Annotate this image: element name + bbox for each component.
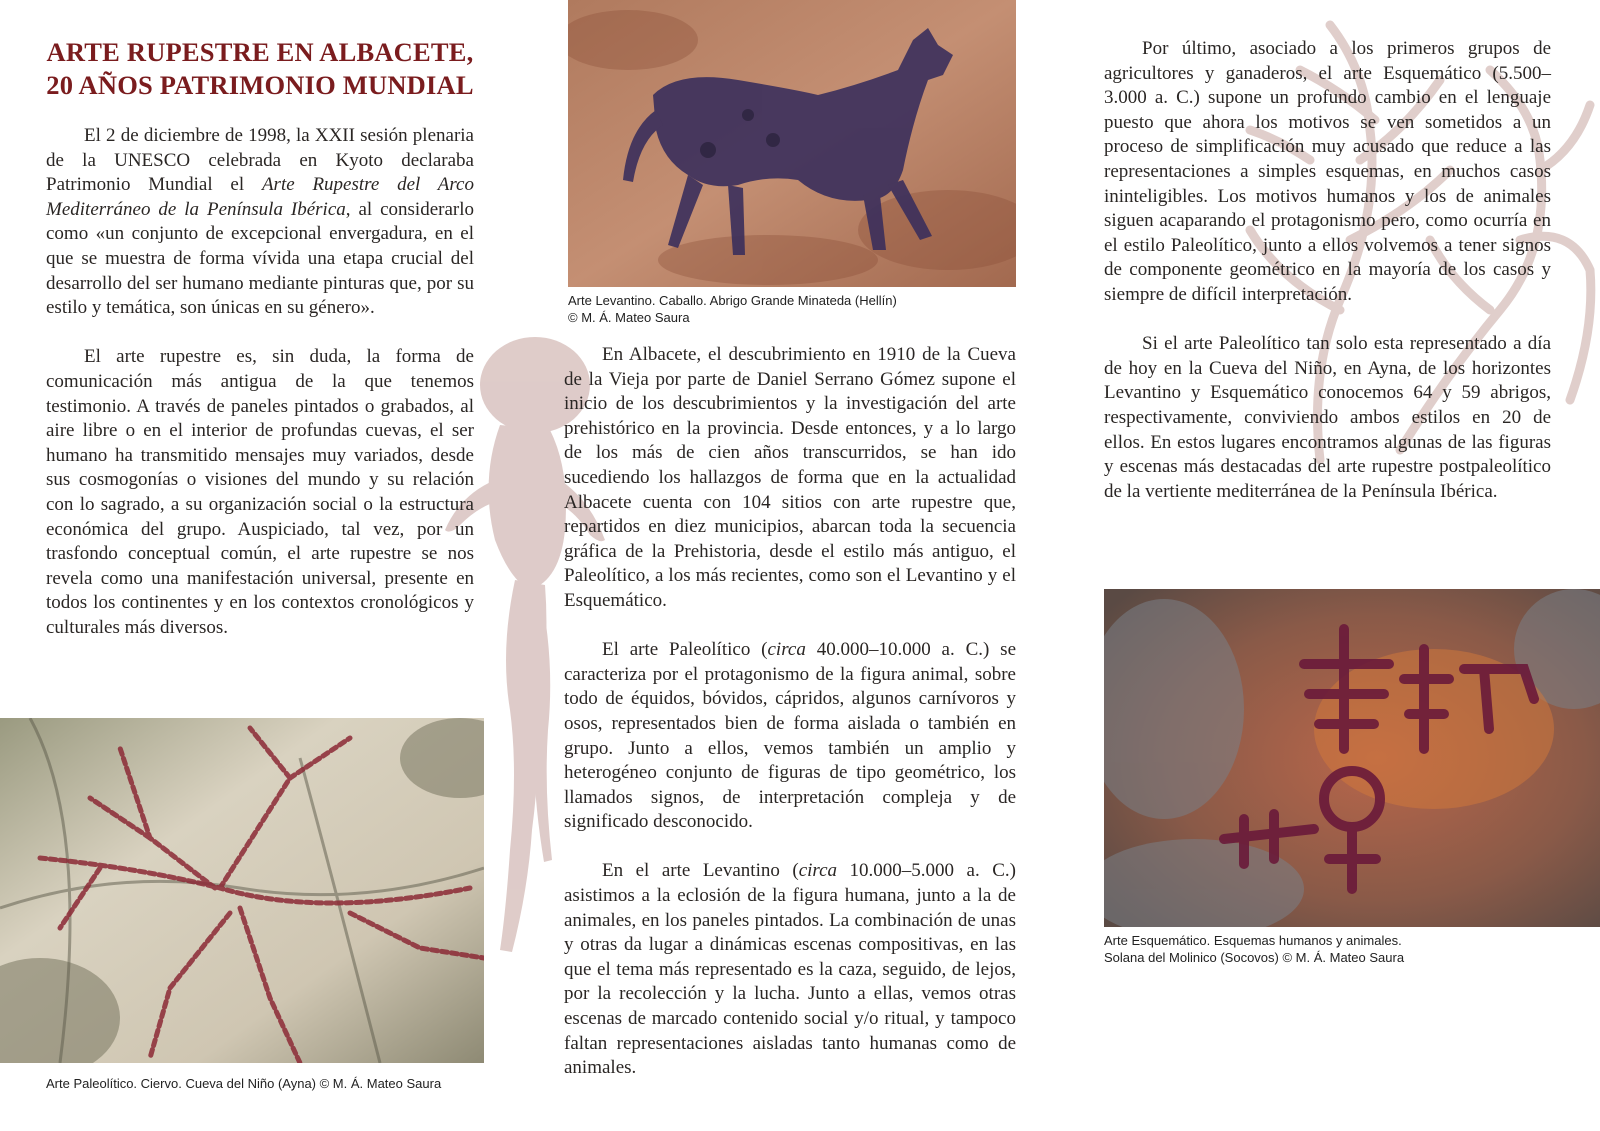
schematic-photo-caption bbox=[1104, 932, 1584, 966]
title-line-1: ARTE RUPESTRE EN ALBACETE, bbox=[46, 37, 474, 67]
deer-caption-line-1: Arte Paleolítico. Ciervo. Cueva del Niño (Ayna) © M. Á. Mateo Saura bbox=[46, 1076, 442, 1091]
albacete-discovery-paragraph: En Albacete, el descubrimiento en 1910 de la Cueva de la Vieja por parte de Daniel Serrano Gómez supone el inicio de los descubrimientos y la investigación del arte prehistórico en la provincia. Desde entonces, y a lo largo de los más de cien años transcurridos, se han ido sucediendo los hallazgos de forma que en la actualidad Albacete cuenta con 104 sitios con arte rupestre que, repartidos en diez municipios, abarcan toda la secuencia gráfica de la Prehistoria, desde el estilo más antiguo, el Paleolítico, a los más recientes, como son el Levantino y el Esquemático. bbox=[564, 344, 1016, 611]
intro-text-b: , al considerarlo como «un conjunto de excepcional envergadura, en el que se muestra de forma vívida una etapa crucial del desarrollo del ser humano mediante pinturas que, por su estilo y temática, son únicas en su género». bbox=[46, 198, 474, 319]
levantine-circa: circa bbox=[798, 860, 838, 882]
horse-caption-line-2: © M. Á. Mateo Saura bbox=[568, 310, 690, 325]
schematic-paragraph: Por último, asociado a los primeros grupos de agricultores y ganaderos, el arte Esquemático (5.500–3.000 a. C.) supone un profundo cambio en el lenguaje puesto que ahora los motivos se ven sometidos a un proceso de simplificación muy acusado que reduce a las representaciones a simples esquemas, en muchos casos ininteligibles. Los motivos humanos y los de animales siguen acaparando el protagonismo pero, como ocurría en el estilo Paleolítico, junto a ellos volvemos a tener signos de componente geométrico en la mayoría de los casos y siempre de difícil interpretación. bbox=[1104, 38, 1551, 305]
intro-paragraph bbox=[46, 124, 474, 321]
schematic-caption-line-1: Arte Esquemático. Esquemas humanos y animales. bbox=[1104, 933, 1402, 948]
levantine-text-a: En el arte Levantino ( bbox=[602, 860, 799, 882]
right-text-column bbox=[1104, 37, 1551, 504]
communication-paragraph: El arte rupestre es, sin duda, la forma de comunicación más antigua de la que tenemos testimonio. A través de paneles pintados o grabados, al aire libre o en el interior de profundas cuevas, el ser humano ha transmitido mensajes muy variados, desde sus cosmogonías o visiones del mundo y su relación con lo sagrado, a su organización social o la estructura económica del grupo. Auspiciado, tal vez, por un trasfondo conceptual común, el arte rupestre se nos revela como una manifestación universal, presente en todos los continentes y en los contextos cronológicos y culturales más diversos. bbox=[46, 346, 474, 638]
middle-text-column bbox=[564, 343, 1016, 1081]
paleolithic-text-b: 40.000–10.000 a. C.) se caracteriza por el protagonismo de la figura animal, sobre todo de équidos, bóvidos, cápridos, algunos carnívoros y osos, representados bien de forma aislada o también en grupo. Junto a ellos, vemos también un amplio y heterogéneo conjunto de figuras de tipo geométrico, los llamados signos, de interpretación compleja y de significado desconocido. bbox=[564, 639, 1016, 833]
horse-photo-caption bbox=[568, 292, 1016, 326]
paleolithic-paragraph bbox=[564, 638, 1016, 835]
deer-rock-art-photo bbox=[0, 718, 484, 1063]
left-text-column bbox=[46, 124, 474, 640]
horse-caption-line-1: Arte Levantino. Caballo. Abrigo Grande Minateda (Hellín) bbox=[568, 293, 897, 308]
levantine-paragraph bbox=[564, 859, 1016, 1080]
horse-rock-art-photo bbox=[568, 0, 1016, 287]
intro-italic-title: Arte Rupestre del Arco Mediterráneo de la Península Ibérica bbox=[46, 174, 474, 220]
levantine-text-b: 10.000–5.000 a. C.) asistimos a la eclosión de la figura humana, junto a la de animales, en los paneles pintados. La combinación de unas y otras da lugar a dinámicas escenas compositivas, en las que el tema más representado es la caza, seguido, de lejos, por la recolección y la lucha. Junto a ellas, vemos otras escenas de marcado contenido social y/o ritual, y tampoco faltan representaciones aisladas tanto humanas como de animales. bbox=[564, 860, 1016, 1079]
intro-text-a: El 2 de diciembre de 1998, la XXII sesión plenaria de la UNESCO celebrada en Kyoto declaraba Patrimonio Mundial el bbox=[46, 125, 474, 196]
schematic-caption-line-2: Solana del Molinico (Socovos) © M. Á. Mateo Saura bbox=[1104, 950, 1405, 965]
paleolithic-circa: circa bbox=[767, 639, 806, 661]
sites-paragraph: Si el arte Paleolítico tan solo esta representado a día de hoy en la Cueva del Niño, en Ayna, de los horizontes Levantino y Esquemático conocemos 64 y 59 abrigos, respectivamente, conviviendo ambos estilos en 20 de ellos. En estos lugares encontramos algunas de las figuras y escenas más destacadas del arte rupestre postpaleolítico de la vertiente mediterránea de la Península Ibérica. bbox=[1104, 333, 1551, 502]
schematic-rock-art-photo bbox=[1104, 589, 1600, 927]
paleolithic-text-a: El arte Paleolítico ( bbox=[602, 639, 768, 661]
deer-photo-caption bbox=[46, 1075, 486, 1092]
page-title bbox=[46, 36, 474, 102]
title-line-2: 20 AÑOS PATRIMONIO MUNDIAL bbox=[46, 70, 474, 100]
